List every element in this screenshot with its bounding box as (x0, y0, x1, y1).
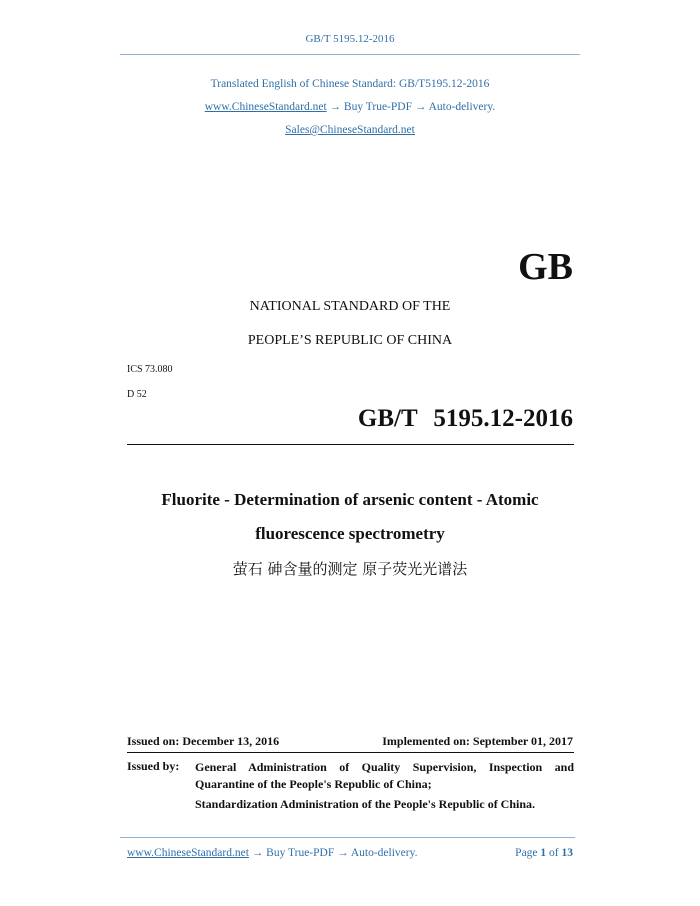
footer-purchase-text: → Buy True-PDF → Auto-delivery. (248, 847, 418, 859)
page-indicator (515, 847, 573, 859)
standard-number: GB/T 5195.12-2016 (357, 405, 573, 432)
page-of: of (546, 847, 562, 859)
issued-date: Issued on: December 13, 2016 (127, 734, 280, 748)
purchase-text: → Buy True-PDF → Auto-delivery. (326, 101, 496, 113)
country-heading: PEOPLE’S REPUBLIC OF CHINA (247, 333, 453, 348)
ics-code: ICS 73.080 (127, 364, 173, 375)
issuer-aqsiq: General Administration of Quality Supervision, Inspection and Quarantine of the People's Republic of China; (195, 760, 574, 791)
standard-number-divider (127, 444, 574, 445)
page-header: GB/T 5195.12-2016 (305, 33, 395, 45)
website-link[interactable]: www.ChineseStandard.net (204, 101, 327, 113)
implemented-date: Implemented on: September 01, 2017 (382, 734, 573, 748)
dates-divider (127, 752, 574, 753)
purchase-line (0, 101, 700, 113)
gb-logo: GB (518, 246, 573, 288)
page-current: 1 (540, 847, 547, 859)
national-standard-heading: NATIONAL STANDARD OF THE (249, 299, 451, 314)
issuer-sac: Standardization Administration of the People's Republic of China. (195, 797, 536, 811)
title-english-line-1: Fluorite - Determination of arsenic content - Atomic (161, 490, 539, 509)
header-divider (120, 54, 580, 55)
footer-divider (120, 837, 575, 838)
translation-notice: Translated English of Chinese Standard: GB/T5195.12-2016 (210, 78, 490, 90)
email-link[interactable]: Sales@ChineseStandard.net (285, 124, 415, 136)
email-line (0, 124, 700, 136)
footer-purchase-line (127, 847, 417, 859)
issued-by-label: Issued by: (127, 759, 180, 773)
ccs-code: D 52 (127, 389, 147, 400)
page-label: Page (515, 847, 541, 859)
footer-website-link[interactable]: www.ChineseStandard.net (127, 847, 249, 859)
title-chinese: 萤石 砷含量的测定 原子荧光光谱法 (232, 560, 468, 578)
page-total: 13 (561, 847, 573, 859)
title-english-line-2: fluorescence spectrometry (255, 524, 445, 543)
